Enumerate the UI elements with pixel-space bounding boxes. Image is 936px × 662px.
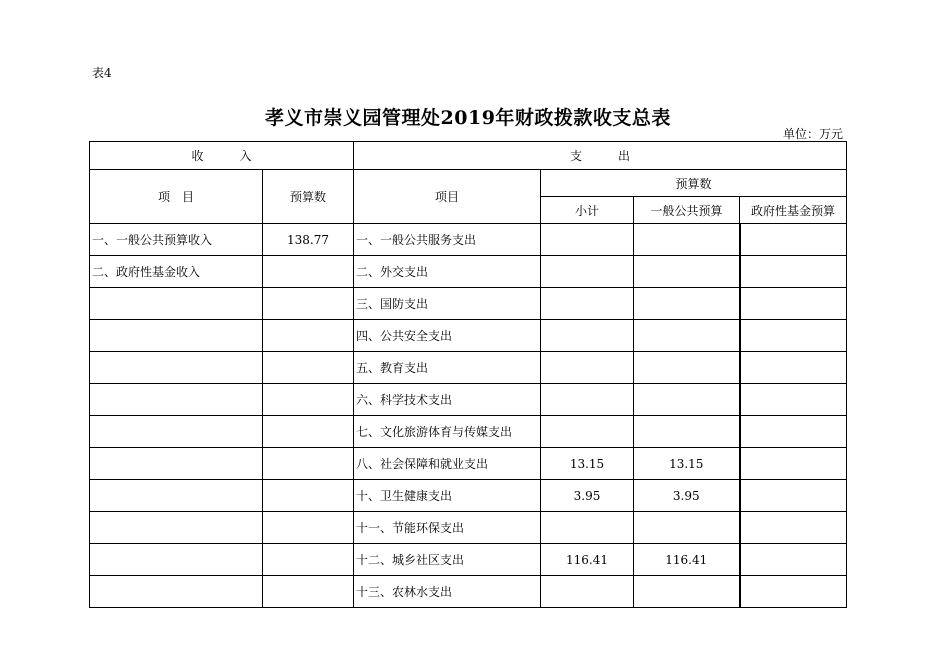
general-budget-cell xyxy=(634,576,740,608)
gov-fund-cell xyxy=(740,352,847,384)
expense-item-cell: 四、公共安全支出 xyxy=(354,320,541,352)
income-amount-cell xyxy=(263,384,354,416)
subtotal-header: 小计 xyxy=(541,197,634,224)
subtotal-cell xyxy=(541,256,634,288)
expense-item-cell: 五、教育支出 xyxy=(354,352,541,384)
income-amount-cell xyxy=(263,416,354,448)
income-item-header: 项 目 xyxy=(90,170,263,224)
expense-item-cell: 三、国防支出 xyxy=(354,288,541,320)
gov-fund-cell xyxy=(740,224,847,256)
page-title: 孝义市崇义园管理处2019年财政拨款收支总表 xyxy=(265,107,671,129)
income-item-cell xyxy=(90,480,263,512)
expense-item-cell: 二、外交支出 xyxy=(354,256,541,288)
income-header: 收 入 xyxy=(90,142,354,170)
header-row-2 xyxy=(90,170,847,197)
subtotal-cell xyxy=(541,288,634,320)
table-row xyxy=(90,288,847,320)
income-amount-cell: 138.77 xyxy=(263,224,354,256)
income-amount-cell xyxy=(263,256,354,288)
general-budget-cell xyxy=(634,512,740,544)
general-budget-cell: 13.15 xyxy=(634,448,740,480)
finance-table xyxy=(89,141,847,608)
gov-fund-cell xyxy=(740,480,847,512)
income-item-cell: 一、一般公共预算收入 xyxy=(90,224,263,256)
expense-item-cell: 一、一般公共服务支出 xyxy=(354,224,541,256)
table-row xyxy=(90,320,847,352)
income-amount-cell xyxy=(263,512,354,544)
income-amount-cell xyxy=(263,544,354,576)
table-tag: 表4 xyxy=(92,66,112,80)
general-budget-cell: 3.95 xyxy=(634,480,740,512)
income-amount-cell xyxy=(263,352,354,384)
table-row xyxy=(90,480,847,512)
expense-item-cell: 七、文化旅游体育与传媒支出 xyxy=(354,416,541,448)
subtotal-cell xyxy=(541,576,634,608)
gov-fund-cell xyxy=(740,416,847,448)
expense-item-cell: 十、卫生健康支出 xyxy=(354,480,541,512)
income-amount-cell xyxy=(263,320,354,352)
expense-item-cell: 十一、节能环保支出 xyxy=(354,512,541,544)
general-budget-cell xyxy=(634,384,740,416)
gov-fund-cell xyxy=(740,512,847,544)
general-budget-cell xyxy=(634,320,740,352)
subtotal-cell xyxy=(541,224,634,256)
income-amount-cell xyxy=(263,448,354,480)
income-amount-cell xyxy=(263,288,354,320)
income-budget-header: 预算数 xyxy=(263,170,354,224)
gov-fund-cell xyxy=(740,544,847,576)
subtotal-cell: 116.41 xyxy=(541,544,634,576)
general-budget-cell: 116.41 xyxy=(634,544,740,576)
general-budget-cell xyxy=(634,224,740,256)
subtotal-cell xyxy=(541,512,634,544)
expense-item-cell: 十二、城乡社区支出 xyxy=(354,544,541,576)
finance-table-body xyxy=(90,142,847,608)
gov-fund-cell xyxy=(740,288,847,320)
gov-fund-cell xyxy=(740,576,847,608)
table-row xyxy=(90,256,847,288)
income-item-cell xyxy=(90,576,263,608)
general-budget-header: 一般公共预算 xyxy=(634,197,740,224)
income-item-cell xyxy=(90,512,263,544)
expense-item-header: 项目 xyxy=(354,170,541,224)
gov-fund-budget-header: 政府性基金预算 xyxy=(740,197,847,224)
income-amount-cell xyxy=(263,480,354,512)
table-row xyxy=(90,416,847,448)
gov-fund-cell xyxy=(740,448,847,480)
general-budget-cell xyxy=(634,256,740,288)
income-item-cell: 二、政府性基金收入 xyxy=(90,256,263,288)
gov-fund-cell xyxy=(740,256,847,288)
gov-fund-cell xyxy=(740,320,847,352)
table-row xyxy=(90,384,847,416)
table-row xyxy=(90,512,847,544)
income-item-cell xyxy=(90,288,263,320)
header-row-1 xyxy=(90,142,847,170)
subtotal-cell: 3.95 xyxy=(541,480,634,512)
expense-item-cell: 八、社会保障和就业支出 xyxy=(354,448,541,480)
general-budget-cell xyxy=(634,288,740,320)
table-row xyxy=(90,576,847,608)
table-row xyxy=(90,224,847,256)
table-row xyxy=(90,448,847,480)
gov-fund-cell xyxy=(740,384,847,416)
expense-item-cell: 十三、农林水支出 xyxy=(354,576,541,608)
income-item-cell xyxy=(90,320,263,352)
expense-budget-header: 预算数 xyxy=(541,170,847,197)
income-item-cell xyxy=(90,448,263,480)
subtotal-cell xyxy=(541,320,634,352)
subtotal-cell xyxy=(541,416,634,448)
income-amount-cell xyxy=(263,576,354,608)
general-budget-cell xyxy=(634,352,740,384)
subtotal-cell xyxy=(541,384,634,416)
subtotal-cell xyxy=(541,352,634,384)
unit-label: 单位：万元 xyxy=(782,127,843,141)
general-budget-cell xyxy=(634,416,740,448)
income-item-cell xyxy=(90,544,263,576)
income-item-cell xyxy=(90,384,263,416)
income-item-cell xyxy=(90,352,263,384)
income-item-cell xyxy=(90,416,263,448)
expense-item-cell: 六、科学技术支出 xyxy=(354,384,541,416)
table-row xyxy=(90,544,847,576)
table-row xyxy=(90,352,847,384)
expense-header: 支 出 xyxy=(354,142,847,170)
subtotal-cell: 13.15 xyxy=(541,448,634,480)
